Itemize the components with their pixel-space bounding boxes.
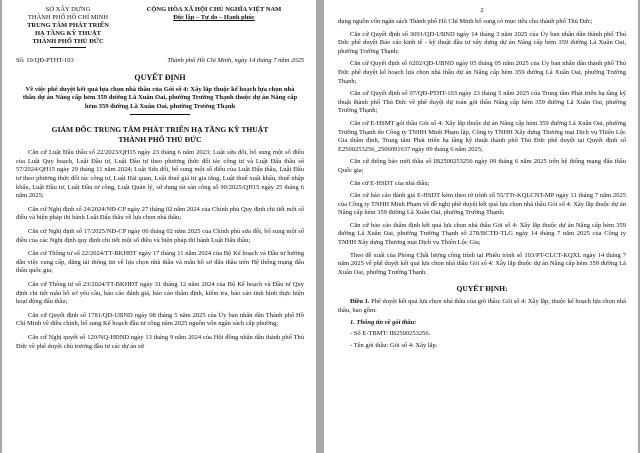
paragraph: Căn cứ Quyết định số 07/QĐ-PTHT-103 ngày 23 tháng 5 năm 2025 của Trung tâm Phát triển hạ tầng kỹ thuật thành phố Thủ Đức về phê duyệt dự toán gói thầu Nâng cấp hẻm 359 đường Lã Xuân Oai, phường Trường Thạnh; bbox=[338, 90, 626, 115]
paragraph: Căn cứ thông báo mời thầu số IB2500253256 ngày 09 tháng 6 năm 2025 trên hệ thống mạng đấu thầu Quốc gia; bbox=[338, 158, 626, 174]
authority-line: THÀNH PHỐ THỦ ĐỨC bbox=[118, 134, 202, 144]
document-header bbox=[16, 6, 304, 48]
subject-divider bbox=[130, 114, 190, 115]
agency-name: HẠ TẦNG KỸ THUẬT bbox=[34, 30, 102, 37]
page-number: 2 bbox=[480, 7, 484, 14]
paragraph: Căn cứ Thông tư số 22/2024/TT-BKHĐT ngày 17 tháng 11 năm 2024 của Bộ Kế hoạch và Đầu tư hướng dẫn việc cung cấp, đăng tải thông tin về lựa chọn nhà thầu và mẫu hồ sơ đấu thầu trên Hệ thống mạng đấu thầu quốc gia; bbox=[16, 250, 304, 275]
paragraph: Căn cứ Nghị định số 17/2025/NĐ-CP ngày 06 tháng 02 năm 2025 của Chính phủ sửa đổi, bổ sung một số điều của các Nghị định quy định chi tiết một số điều và biện pháp thi hành Luật Đấu thầu; bbox=[16, 227, 304, 244]
paragraph: Căn cứ Quyết định số 6202/QĐ-UBND ngày 05 tháng 05 năm 2025 của Ủy ban nhân dân thành phố Thủ Đức phê duyệt kế hoạch lựa chọn nhà thầu dự án Nâng cấp hẻm 359 đường Lã Xuân Oai, phường Trường Thạnh; bbox=[338, 60, 626, 85]
paragraph: Căn cứ E-HSMT gói thầu Gói số 4: Xây lắp thuộc dự án Nâng cấp hẻm 359 đường Lã Xuân Oai, phường Trường Thạnh do Công ty TNHH Minh Phạm lập, Công ty TNHH Xây dựng Thương mại Dịch vụ Thiên Lộc Gia thẩm định, Trung tâm Phát triển hạ tầng kỹ thuật thành phố Thủ Đức phê duyệt tại Quyết định số E2500253256_2506091637 ngày 09 tháng 6 năm 2025; bbox=[338, 119, 626, 153]
paragraph: Căn cứ báo cáo thẩm định kết quả lựa chọn nhà thầu Gói số 4: Xây lắp thuộc dự án Nâng cấp hẻm 359 đường Lã Xuân Oai, phường Trường Thạnh số 278/BCTĐ-TLG ngày 14 tháng 7 năm 2025 của Công ty TNHH Xây dựng Thương mại Dịch vụ Thiên Lộc Gia; bbox=[338, 221, 626, 247]
issuing-authority bbox=[16, 125, 304, 144]
article-label: Điều 1. bbox=[350, 298, 370, 306]
paragraph: Căn cứ Quyết định số 3091/QĐ-UBND ngày 14 tháng 3 năm 2025 của Ủy ban nhân dân thành phố Thủ Đức phê duyệt Báo cáo kinh tế - kỹ thuật đầu tư xây dựng dự án Nâng cấp hẻm 359 đường Lã Xuân Oai, phường Trường Thạnh; bbox=[338, 30, 626, 55]
paragraph: dụng nguồn vốn ngân sách Thành phố Hồ Chí Minh bổ sung có mục tiêu cho thành phố Thủ Đức; bbox=[338, 18, 593, 25]
legal-basis bbox=[16, 149, 304, 351]
document-subject: Về việc phê duyệt kết quả lựa chọn nhà thầu của Gói số 4: Xây lắp thuộc kế hoạch lựa chọn nhà thầu dự án Nâng cấp hẻm 359 đường Lã Xuân Oai, phường Trường Thạnh thuộc dự án Nâng cấp hẻm 359 đường Lã Xuân Oai, phường Trường Thạnh bbox=[22, 86, 298, 110]
agency-line: SỞ XÂY DỰNG bbox=[45, 6, 91, 13]
paragraph: Căn cứ E-HSDT của nhà thầu; bbox=[350, 179, 430, 187]
paragraph: Căn cứ Nghị định số 24/2024/NĐ-CP ngày 27 tháng 02 năm 2024 của Chính phủ Quy định chi tiết một số điều và biện pháp thi hành Luật Đấu thầu về lựa chọn nhà thầu; bbox=[16, 205, 304, 222]
nation-name: CỘNG HÒA XÃ HỘI CHỦ NGHĨA VIỆT NAM bbox=[146, 6, 282, 13]
issuing-agency bbox=[16, 6, 120, 48]
document-page-1 bbox=[2, 0, 316, 453]
national-header bbox=[124, 6, 304, 48]
paragraph: Căn cứ Quyết định số 1781/QĐ-UBND ngày 08 tháng 5 năm 2025 của Ủy ban nhân dân Thành phố Hồ Chí Minh về điều chỉnh, bổ sung Kế hoạch đầu tư công năm 2025 nguồn vốn ngân sách cấp phường; bbox=[16, 311, 304, 328]
legal-basis-continued bbox=[338, 18, 626, 277]
document-title: QUYẾT ĐỊNH bbox=[134, 73, 186, 82]
article-text: Phê duyệt kết quả lựa chọn nhà thầu của gói thầu: Gói số 4: Xây lắp, thuộc kế hoạch lựa chọn nhà thầu, bao gồm: bbox=[338, 298, 627, 315]
authority-line: GIÁM ĐỐC TRUNG TÂM PHÁT TRIỂN HẠ TẦNG KỸ THUẬT bbox=[51, 125, 269, 135]
paragraph: Căn cứ báo cáo đánh giá E-HSDT kèm theo tờ trình số 55/TTr-KQLCNT-MP ngày 11 tháng 7 năm 2025 của Công ty TNHH Minh Phạm về đề nghị phê duyệt kết quả lựa chọn nhà thầu Gói số 4: Xây lắp thuộc dự án Nâng cấp hẻm 359 đường Lã Xuân Oai, phường Trường Thạnh; bbox=[338, 192, 626, 217]
agency-name: THÀNH PHỐ THỦ ĐỨC bbox=[32, 38, 104, 45]
paragraph: Căn cứ Luật Đấu thầu số 22/2023/QH15 ngày 23 tháng 6 năm 2023; Luật sửa đổi, bổ sung một số điều của Luật Quy hoạch, Luật Đầu tư, Luật Đầu tư theo phương thức đối tác công tư và Luật Đấu thầu số 57/2024/QH15 ngày 29 tháng 11 năm 2024; Luật Sửa đổi, bổ sung một số điều của Luật Đấu thầu, Luật Đầu tư theo phương thức đối tác công tư, Luật Hải quan, Luật thuế giá trị gia tăng, Luật thuế xuất khẩu, thuế nhập khẩu, Luật Đầu tư, Luật Đầu tư công, Luật Quản lý, sử dụng tài sản công số 90/2025/QH15 ngày 25 tháng 6 năm 2025; bbox=[16, 149, 304, 200]
list-item: - Số E-TBMT: IB2500253256. bbox=[350, 330, 431, 338]
document-number: Số: 10/QĐ-PTHT-103 bbox=[16, 57, 74, 64]
paragraph: Căn cứ Nghị quyết số 120/NQ-HĐND ngày 13 tháng 9 năm 2024 của Hội đồng nhân dân thành phố Thủ Đức về phê duyệt chủ trương đầu tư các dự án sử bbox=[16, 333, 304, 350]
agency-line: THÀNH PHỐ HỒ CHÍ MINH bbox=[27, 14, 109, 21]
document-page-2 bbox=[324, 0, 638, 453]
place-date: Thành phố Hồ Chí Minh, ngày 14 tháng 7 năm 2025 bbox=[167, 57, 304, 64]
header-divider bbox=[50, 47, 86, 48]
decision-heading: QUYẾT ĐỊNH: bbox=[456, 284, 508, 294]
national-motto: Độc lập – Tự do – Hạnh phúc bbox=[173, 14, 255, 21]
document-meta bbox=[16, 57, 304, 64]
article-1 bbox=[338, 298, 626, 315]
list-item: 1. Thông tin về gói thầu: bbox=[350, 318, 417, 326]
paragraph: Căn cứ Thông tư số 23/2024/TT-BKHĐT ngày 31 tháng 12 năm 2024 của Bộ Kế hoạch và Đầu tư Quy định chi tiết mẫu hồ sơ yêu cầu, báo cáo đánh giá, báo cáo thẩm định, kiểm tra, báo cáo tình hình thực hiện hoạt động đấu thầu; bbox=[16, 280, 304, 306]
agency-name: TRUNG TÂM PHÁT TRIỂN bbox=[27, 22, 109, 29]
paragraph: Theo đề xuất của Phòng Chất lượng công trình tại Phiếu trình số 103/PT-CLCT-KQXL ngày 14 tháng 7 năm 2025 về phê duyệt kết quả lựa chọn nhà thầu Gói số 4: Xây lắp thuộc dự án Nâng cấp hẻm 359 đường Lã Xuân Oai, phường Trường Thạnh. bbox=[338, 251, 626, 276]
list-item: - Tên gói thầu: Gói số 4: Xây lắp. bbox=[350, 341, 438, 349]
